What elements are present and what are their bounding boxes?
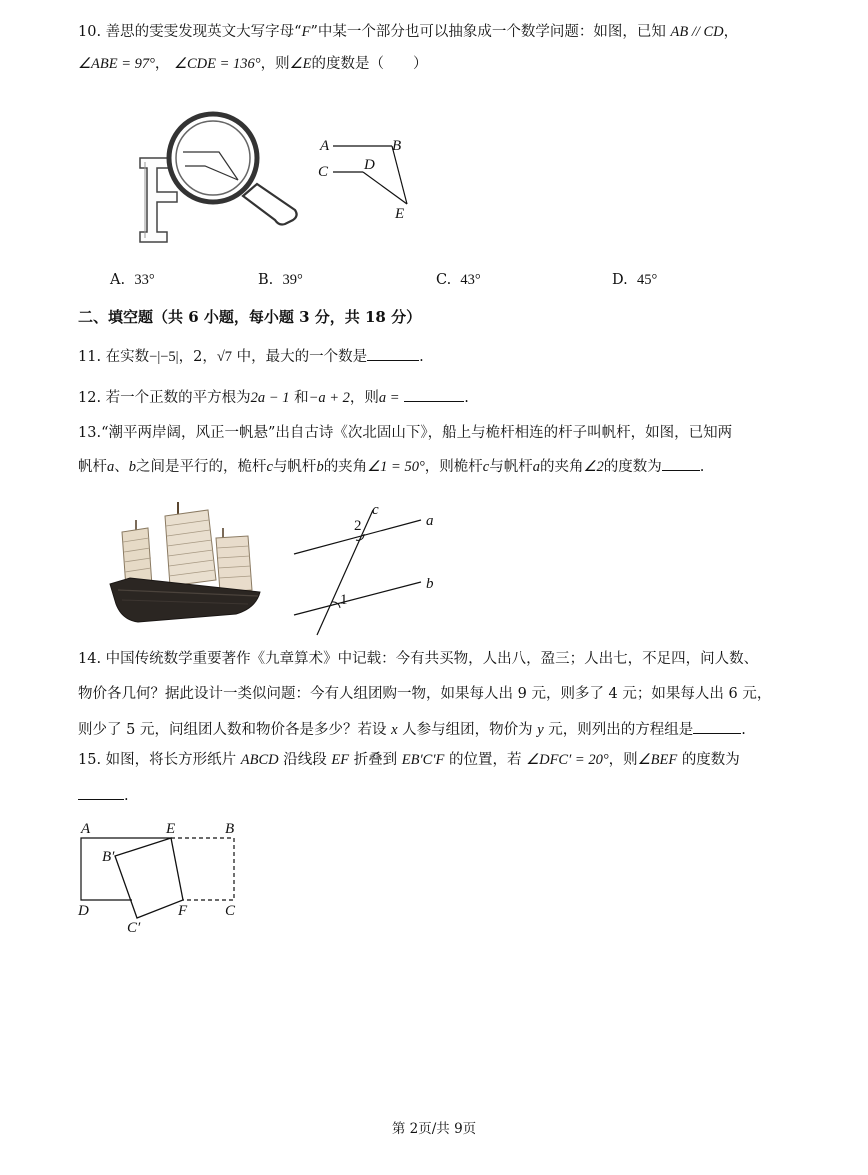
question-number: 10.: [78, 24, 102, 40]
answer-blank[interactable]: [662, 455, 700, 471]
q12-line: 12. 若一个正数的平方根为2a − 1 和−a + 2，则a = .: [78, 386, 469, 408]
label-C: C: [318, 164, 329, 180]
label-D: D: [364, 157, 375, 173]
page-footer: 第 2页/共 9页: [391, 1121, 477, 1137]
magnifier-letter-f-image: [135, 100, 305, 250]
label-D: D: [78, 903, 89, 919]
option-d[interactable]: D. 45°: [612, 272, 658, 288]
option-c[interactable]: C. 43°: [436, 272, 481, 288]
q15-line1: 15. 如图，将长方形纸片 ABCD 沿线段 EF 折叠到 EB′C′F 的位置，若 ∠DFC′ = 20°，则∠BEF 的度数为: [78, 752, 740, 768]
option-a[interactable]: A. 33°: [110, 272, 155, 288]
section-title: 二、填空题（共 6 小题，每小题 3 分，共 18 分）: [78, 308, 422, 326]
q10-line1: 10. 善思的雯雯发现英文大写字母“F”中某一个部分也可以抽象成一个数学问题：如图，已知 AB // CD，: [78, 24, 739, 40]
sailing-ship-image: [108, 500, 263, 628]
q10-line2: ∠ABE = 97°， ∠CDE = 136°，则∠E的度数是（ ）: [78, 56, 428, 72]
option-b[interactable]: B. 39°: [258, 272, 303, 288]
answer-blank[interactable]: [404, 386, 464, 402]
q14-line3: 则少了 5 元，问组团人数和物价各是多少？若设 x 人参与组团，物价为 y 元，则列出的方程组是 .: [78, 718, 746, 740]
label-C: C: [225, 903, 236, 919]
q15-fold-figure: [75, 820, 245, 940]
label-A: A: [320, 138, 330, 154]
label-b: b: [426, 576, 434, 592]
label-B: B: [392, 138, 402, 154]
q14-line2: 物价各几何？据此设计一类似问题：今有人组团购一物，如果每人出 9 元，则多了 4 元；如果每人出 6 元，: [78, 686, 772, 702]
q13-geometry-figure: [290, 500, 450, 640]
label-F: F: [178, 903, 188, 919]
q10-geometry-figure: [315, 130, 425, 230]
answer-blank[interactable]: [693, 718, 741, 734]
label-angle-2: 2: [354, 518, 362, 534]
label-c: c: [372, 502, 379, 518]
q15-line2: .: [78, 784, 129, 806]
label-C-prime: C′: [127, 920, 141, 936]
q13-line1: 13.“潮平两岸阔，风正一帆悬”出自古诗《次北固山下》，船上与桅杆相连的杆子叫帆杆，如图，已知两: [78, 425, 733, 441]
q11-line: 11. 在实数−|−5|，2，√7 中，最大的一个数是 .: [78, 345, 424, 367]
answer-blank[interactable]: [367, 345, 419, 361]
q14-line1: 14. 中国传统数学重要著作《九章算术》中记载：今有共买物，人出八，盈三；人出七，不足四，问人数、: [78, 651, 759, 667]
label-E: E: [395, 206, 405, 222]
label-B: B: [225, 821, 235, 837]
label-B-prime: B′: [102, 849, 115, 865]
answer-blank[interactable]: [78, 784, 124, 800]
label-E: E: [166, 821, 176, 837]
label-angle-1: 1: [340, 592, 348, 608]
label-A: A: [81, 821, 91, 837]
q13-line2: 帆杆a、b之间是平行的，桅杆c与帆杆b的夹角∠1 = 50°，则桅杆c与帆杆a的夹角∠2的度数为 .: [78, 455, 704, 477]
label-a: a: [426, 513, 434, 529]
